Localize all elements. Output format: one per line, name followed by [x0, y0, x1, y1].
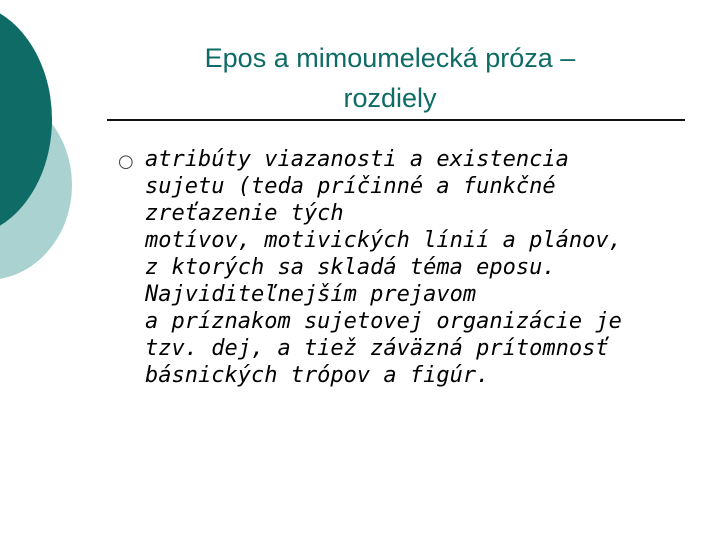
- bullet-text-line: atribúty viazanosti a existencia: [145, 147, 569, 172]
- bullet-text-line: motívov, motivických línií a plánov,: [145, 228, 622, 253]
- slide-title-line: Epos a mimoumelecká próza –: [204, 43, 576, 73]
- slide-title-line: rozdiely: [343, 83, 437, 113]
- bullet-text-line: básnických trópov a figúr.: [145, 363, 490, 388]
- bullet-circle-icon: ○: [118, 151, 134, 172]
- bullet-text-line: z ktorých sa skladá téma eposu.: [145, 255, 556, 280]
- bullet-text-line: sujetu (teda príčinné a funkčné: [145, 174, 556, 199]
- bullet-text-line: tzv. dej, a tiež záväzná prítomnosť: [145, 336, 609, 361]
- title-divider: [107, 119, 685, 121]
- slide-title: [110, 38, 670, 118]
- bullet-text: [145, 146, 705, 389]
- bullet-text-line: Najviditeľnejším prejavom: [145, 282, 477, 307]
- bullet-text-line: zreťazenie tých: [145, 201, 344, 226]
- bullet-text-line: a príznakom sujetovej organizácie je: [145, 309, 622, 334]
